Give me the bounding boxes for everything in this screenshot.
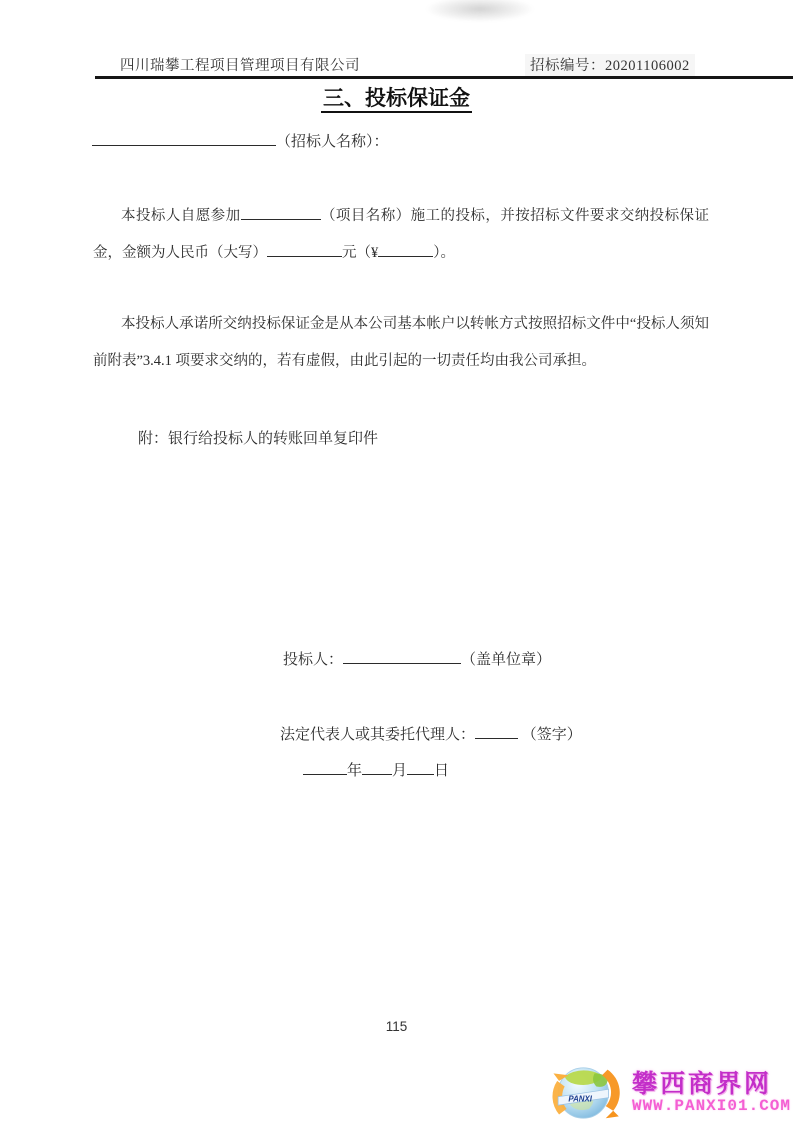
page-title bbox=[0, 82, 793, 112]
bidder-name-line bbox=[92, 130, 389, 151]
blank-month bbox=[362, 759, 392, 775]
para1-seg1: 本投标人自愿参加 bbox=[121, 208, 241, 224]
panxi-watermark bbox=[546, 1064, 791, 1122]
para2-text: 本投标人承诺所交纳投标保证金是从本公司基本帐户以转帐方式按照招标文件中“投标人须知前附表”3.4.1 项要求交纳的，若有虚假，由此引起的一切责任均由我公司承担。 bbox=[93, 316, 709, 369]
watermark-site-url: WWW.PANXI01.COM bbox=[631, 1096, 791, 1115]
para1-seg2: （项目名称）施工的投标，并按招标文件要求交纳投标保证金，金额为人民币（大写） bbox=[93, 208, 709, 261]
blank-day bbox=[407, 759, 434, 775]
bidder-name-label: （招标人名称）： bbox=[276, 134, 389, 150]
watermark-text bbox=[632, 1071, 791, 1114]
blank-bidder-name bbox=[92, 130, 276, 146]
para1-seg3: 元（¥ bbox=[342, 244, 379, 261]
month-label: 月 bbox=[392, 763, 408, 779]
sign-note: （签字） bbox=[521, 727, 582, 743]
blank-amount-words bbox=[267, 241, 342, 256]
blank-year bbox=[303, 759, 347, 775]
header-rule bbox=[95, 76, 793, 79]
seal-note: （盖单位章） bbox=[461, 652, 552, 668]
paragraph-bid-pledge bbox=[93, 198, 709, 271]
para1-seg4: ）。 bbox=[433, 244, 455, 261]
blank-legal-rep-signature bbox=[475, 723, 518, 739]
watermark-site-name: 攀西商界网 bbox=[631, 1070, 772, 1099]
header-tender-number: 招标编号：20201106002 bbox=[525, 54, 695, 76]
bidder-signature-label: 投标人： bbox=[283, 652, 344, 668]
day-label: 日 bbox=[434, 763, 450, 779]
attachment-line: 附：银行给投标人的转账回单复印件 bbox=[138, 431, 379, 447]
year-label: 年 bbox=[347, 763, 363, 779]
date-line bbox=[303, 759, 449, 780]
panxi-globe-logo bbox=[546, 1064, 630, 1122]
bidder-signature-line bbox=[283, 648, 551, 669]
blank-project-name bbox=[241, 205, 321, 220]
blank-amount-figures bbox=[378, 241, 433, 256]
blank-bidder-signature bbox=[343, 648, 461, 664]
page-number: 115 bbox=[385, 1019, 408, 1034]
legal-rep-label: 法定代表人或其委托代理人： bbox=[280, 727, 476, 743]
page-title-text: 三、投标保证金 bbox=[321, 86, 472, 113]
paragraph-commitment bbox=[93, 306, 709, 379]
panxi-logo-text: PANXI bbox=[568, 1094, 592, 1104]
scan-smudge-artifact bbox=[425, 0, 535, 22]
legal-rep-signature-line bbox=[280, 723, 582, 744]
header-company-name: 四川瑞攀工程项目管理项目有限公司 bbox=[120, 58, 360, 74]
